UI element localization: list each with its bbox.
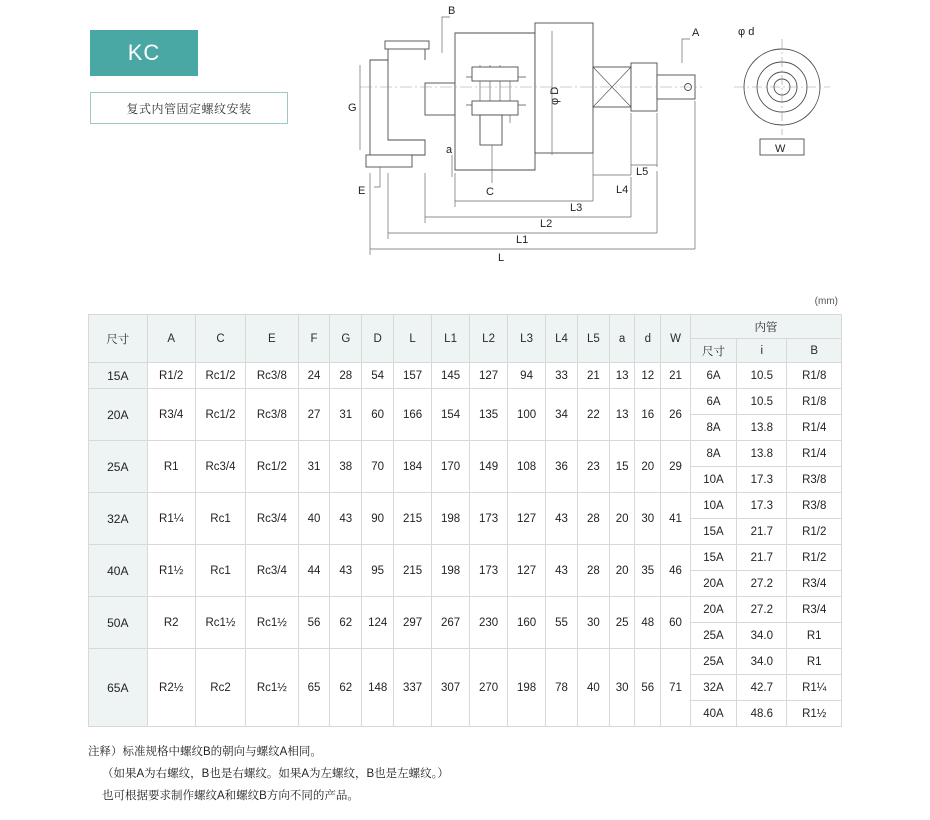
cell-l5: 28 [577,493,609,545]
drawing-label-W: W [775,143,786,155]
cell-a: 13 [609,389,635,441]
cell-a: R3/4 [147,389,195,441]
cell-inner-size: 10A [690,467,736,493]
product-subtitle-box [90,92,288,124]
cell-c: Rc3/4 [195,441,245,493]
footnote-line-1: 注释）标准规格中螺纹B的朝向与螺纹A相同。 [88,746,322,758]
cell-size: 25A [89,441,148,493]
cell-l5: 23 [577,441,609,493]
cell-w: 21 [661,363,691,389]
cell-g: 31 [330,389,362,441]
cell-e: Rc1½ [246,649,298,727]
drawing-label-C: C [486,186,494,198]
footnote-line-3: 也可根据要求制作螺纹A和螺纹B方向不同的产品。 [102,789,359,802]
cell-l1: 198 [432,493,470,545]
cell-l: 157 [394,363,432,389]
th-C: C [195,315,245,363]
cell-d: 35 [635,545,661,597]
cell-d: 20 [635,441,661,493]
cell-f: 65 [298,649,330,727]
table-row [89,389,842,415]
drawing-label-L1: L1 [516,234,529,246]
cell-c: Rc1½ [195,597,245,649]
cell-l3: 108 [508,441,546,493]
table-row [89,597,842,623]
cell-l3: 160 [508,597,546,649]
cell-d: 30 [635,493,661,545]
cell-a: 25 [609,597,635,649]
cell-f: 27 [298,389,330,441]
cell-l4: 36 [546,441,578,493]
cell-f: 44 [298,545,330,597]
cell-l3: 127 [508,493,546,545]
table-row [89,649,842,675]
cell-l5: 22 [577,389,609,441]
cell-inner-size: 32A [690,675,736,701]
table-body [89,363,842,727]
cell-c: Rc2 [195,649,245,727]
cell-a: 15 [609,441,635,493]
th-L1: L1 [432,315,470,363]
cell-w: 41 [661,493,691,545]
cell-d: 16 [635,389,661,441]
th-F: F [298,315,330,363]
table-header-row-1 [89,315,842,339]
cell-f: 31 [298,441,330,493]
cell-inner-size: 6A [690,363,736,389]
drawing-label-L: L [498,252,505,264]
cell-inner-size: 6A [690,389,736,415]
th-inner-size: 尺寸 [690,339,736,363]
th-size: 尺寸 [89,315,148,363]
cell-inner-i: 17.3 [737,493,787,519]
title-block [90,30,300,124]
th-E: E [246,315,298,363]
th-a: a [609,315,635,363]
drawing-label-a: a [446,144,453,156]
cell-g: 43 [330,493,362,545]
cell-f: 40 [298,493,330,545]
cell-inner-size: 8A [690,415,736,441]
cell-c: Rc1 [195,493,245,545]
cell-a: R1 [147,441,195,493]
cell-inner-b: R1/8 [787,363,842,389]
cell-l4: 55 [546,597,578,649]
cell-inner-b: R1/2 [787,545,842,571]
cell-size: 32A [89,493,148,545]
cell-g: 62 [330,649,362,727]
cell-l3: 198 [508,649,546,727]
th-G: G [330,315,362,363]
cell-d: 124 [362,597,394,649]
cell-size: 50A [89,597,148,649]
product-code-label: KC [127,40,161,65]
cell-f: 56 [298,597,330,649]
drawing-label-L2: L2 [540,218,553,230]
cell-l2: 230 [470,597,508,649]
cell-inner-size: 25A [690,623,736,649]
th-inner-group: 内管 [690,315,841,339]
cell-l4: 43 [546,493,578,545]
cell-inner-size: 10A [690,493,736,519]
cell-inner-b: R1 [787,623,842,649]
cell-g: 38 [330,441,362,493]
cell-d: 56 [635,649,661,727]
cell-inner-i: 17.3 [737,467,787,493]
cell-l4: 33 [546,363,578,389]
cell-l2: 127 [470,363,508,389]
cell-l4: 34 [546,389,578,441]
th-A: A [147,315,195,363]
cell-size: 65A [89,649,148,727]
technical-drawing [330,5,910,280]
cell-l: 166 [394,389,432,441]
cell-e: Rc3/4 [246,493,298,545]
th-L2: L2 [470,315,508,363]
drawing-label-L4: L4 [616,184,629,196]
cell-w: 26 [661,389,691,441]
cell-w: 60 [661,597,691,649]
drawing-label-L5: L5 [636,166,649,178]
drawing-label-d: φ d [738,26,755,38]
cell-size: 15A [89,363,148,389]
cell-inner-b: R1/2 [787,519,842,545]
table-row [89,493,842,519]
cell-e: Rc3/8 [246,363,298,389]
cell-inner-b: R1/8 [787,389,842,415]
th-L3: L3 [508,315,546,363]
cell-l5: 21 [577,363,609,389]
cell-l3: 100 [508,389,546,441]
table-row [89,363,842,389]
product-code-badge [90,30,198,76]
cell-inner-i: 34.0 [737,623,787,649]
cell-e: Rc1½ [246,597,298,649]
cell-c: Rc1/2 [195,363,245,389]
cell-inner-size: 25A [690,649,736,675]
cell-w: 29 [661,441,691,493]
cell-size: 20A [89,389,148,441]
cell-d: 60 [362,389,394,441]
cell-inner-i: 21.7 [737,545,787,571]
cell-inner-b: R1/4 [787,415,842,441]
cell-inner-b: R3/8 [787,467,842,493]
unit-note: (mm) [814,296,838,307]
footnote-line-2: （如果A为右螺纹，B也是右螺纹。如果A为左螺纹，B也是左螺纹。） [102,767,449,780]
cell-inner-i: 10.5 [737,389,787,415]
cell-l2: 135 [470,389,508,441]
cell-l1: 198 [432,545,470,597]
cell-a: R1/2 [147,363,195,389]
cell-l1: 307 [432,649,470,727]
cell-inner-size: 8A [690,441,736,467]
cell-a: R1¼ [147,493,195,545]
cell-inner-b: R3/8 [787,493,842,519]
cell-l: 215 [394,493,432,545]
cell-inner-b: R1 [787,649,842,675]
drawing-label-A: A [692,27,700,39]
drawing-label-B: B [448,5,456,17]
cell-l3: 127 [508,545,546,597]
cell-a: 30 [609,649,635,727]
cell-inner-size: 20A [690,571,736,597]
cell-inner-size: 15A [690,519,736,545]
cell-g: 28 [330,363,362,389]
cell-w: 46 [661,545,691,597]
th-inner-i: i [737,339,787,363]
cell-l4: 43 [546,545,578,597]
cell-l2: 270 [470,649,508,727]
drawing-label-E: E [358,185,366,197]
cell-c: Rc1 [195,545,245,597]
cell-inner-b: R1¼ [787,675,842,701]
cell-d: 48 [635,597,661,649]
table-row [89,545,842,571]
cell-l4: 78 [546,649,578,727]
cell-a: R2 [147,597,195,649]
th-L: L [394,315,432,363]
cell-l: 337 [394,649,432,727]
cell-inner-size: 15A [690,545,736,571]
cell-d: 12 [635,363,661,389]
cell-size: 40A [89,545,148,597]
cell-a: R1½ [147,545,195,597]
cell-l: 184 [394,441,432,493]
footnotes [88,742,449,808]
cell-e: Rc1/2 [246,441,298,493]
th-D: D [362,315,394,363]
cell-l1: 267 [432,597,470,649]
cell-w: 71 [661,649,691,727]
cell-inner-i: 21.7 [737,519,787,545]
cell-inner-b: R1/4 [787,441,842,467]
cell-a: 20 [609,493,635,545]
th-inner-B: B [787,339,842,363]
cell-e: Rc3/8 [246,389,298,441]
cell-inner-i: 34.0 [737,649,787,675]
th-W: W [661,315,691,363]
cell-g: 43 [330,545,362,597]
cell-l2: 173 [470,545,508,597]
cell-inner-size: 40A [690,701,736,727]
cell-d: 54 [362,363,394,389]
th-L5: L5 [577,315,609,363]
specification-table-wrapper [88,314,842,727]
cell-a: 20 [609,545,635,597]
cell-inner-i: 13.8 [737,441,787,467]
product-subtitle-label: 复式内管固定螺纹安装 [126,101,252,116]
cell-inner-i: 48.6 [737,701,787,727]
cell-l: 215 [394,545,432,597]
cell-inner-b: R3/4 [787,571,842,597]
specification-table [88,314,842,727]
cell-a: R2½ [147,649,195,727]
cell-e: Rc3/4 [246,545,298,597]
cell-inner-size: 20A [690,597,736,623]
cell-f: 24 [298,363,330,389]
table-row [89,441,842,467]
cell-l1: 154 [432,389,470,441]
cell-a: 13 [609,363,635,389]
cell-d: 148 [362,649,394,727]
cell-l5: 30 [577,597,609,649]
th-d: d [635,315,661,363]
cell-inner-b: R1½ [787,701,842,727]
cell-inner-i: 13.8 [737,415,787,441]
cell-l3: 94 [508,363,546,389]
cell-inner-i: 42.7 [737,675,787,701]
cell-c: Rc1/2 [195,389,245,441]
cell-l1: 170 [432,441,470,493]
cell-l5: 40 [577,649,609,727]
drawing-label-G: G [348,102,357,114]
th-L4: L4 [546,315,578,363]
cell-g: 62 [330,597,362,649]
cell-inner-i: 27.2 [737,597,787,623]
cell-inner-i: 10.5 [737,363,787,389]
cell-d: 95 [362,545,394,597]
cell-inner-b: R3/4 [787,597,842,623]
cell-l1: 145 [432,363,470,389]
drawing-label-D: φ D [549,86,561,105]
cell-l5: 28 [577,545,609,597]
cell-l2: 173 [470,493,508,545]
cell-d: 90 [362,493,394,545]
cell-d: 70 [362,441,394,493]
cell-l: 297 [394,597,432,649]
cell-l2: 149 [470,441,508,493]
cell-inner-i: 27.2 [737,571,787,597]
drawing-label-L3: L3 [570,202,583,214]
